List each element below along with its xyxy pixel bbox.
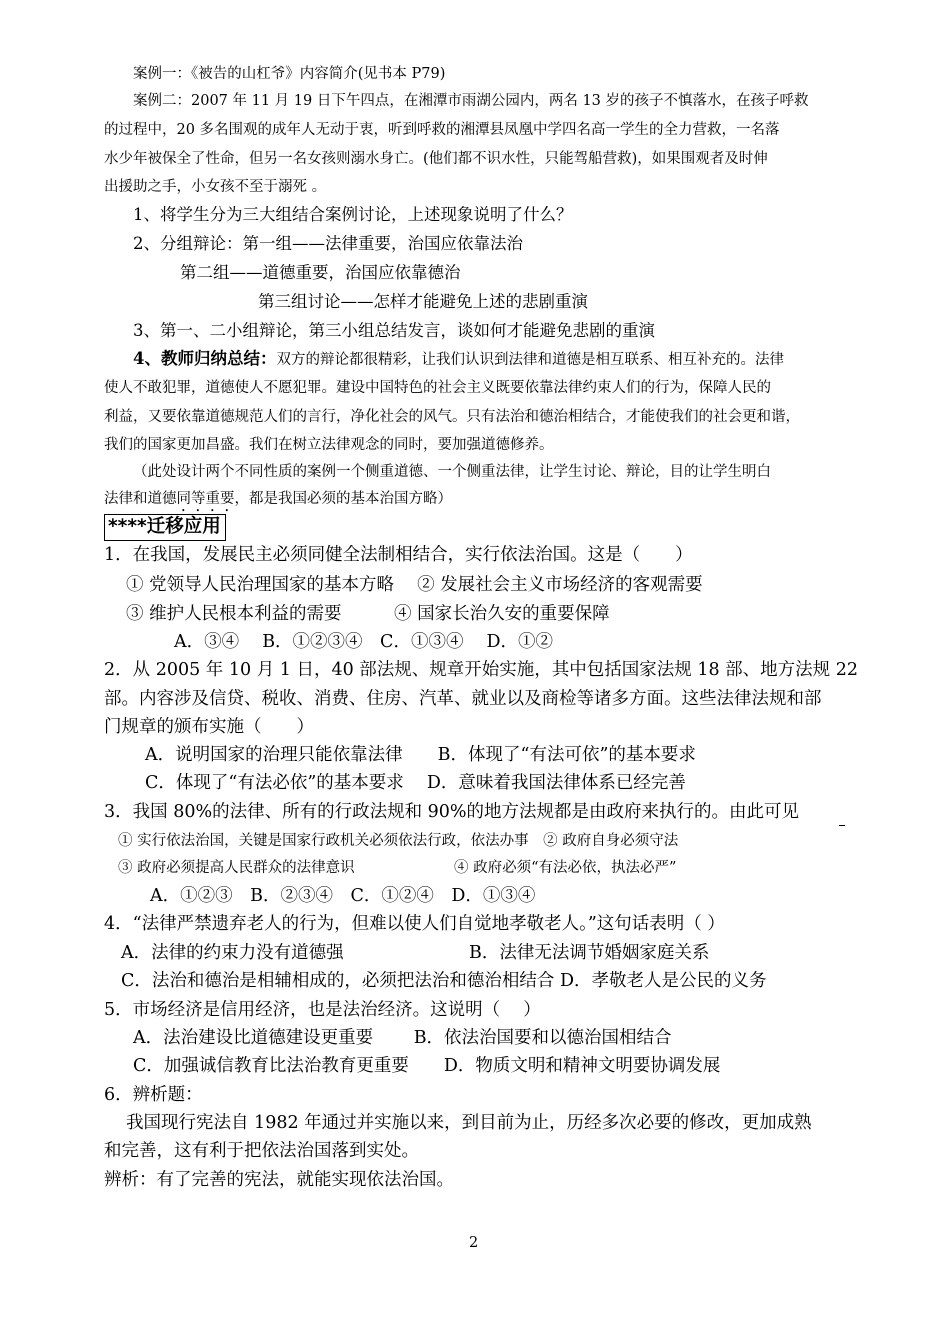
question-3-option: ① 实行依法治国，关键是国家行政机关必须依法行政，依法办事 ② 政府自身必须守法: [118, 833, 679, 849]
design-note-text: ，都是我国必须的基本治国方略）: [234, 491, 452, 507]
case-two-line: 的过程中，20 多名围观的成年人无动于衷，听到呼救的湘潭县凤凰中学四名高一学生的全力营救，一名落: [104, 122, 780, 138]
case-two-line: 出援助之手，小女孩不至于溺死 。: [104, 179, 327, 195]
blank-underline: [839, 825, 845, 826]
step-two-group-three: 第三组讨论——怎样才能避免上述的悲剧重演: [258, 292, 588, 311]
design-note-emphasis: 同等重要: [176, 491, 235, 507]
question-5-option: C．加强诚信教育比法治教育更重要 D．物质文明和精神文明要协调发展: [133, 1056, 721, 1076]
case-two-line: 案例二：2007 年 11 月 19 日下午四点，在湘潭市雨湖公园内，两名 13 岁的孩子不慎落水，在孩子呼救: [133, 93, 809, 109]
question-6-stem: 6．辨析题：: [104, 1085, 203, 1105]
step-two: 2、分组辩论：第一组——法律重要，治国应依靠法治: [133, 234, 523, 253]
teacher-summary-line: [133, 351, 784, 368]
step-one: 1、将学生分为三大组结合案例讨论，上述现象说明了什么？: [133, 205, 573, 224]
case-two-line: 水少年被保全了性命，但另一名女孩则溺水身亡。(他们都不识水性，只能驾船营救)，如果围观者及时伸: [104, 151, 768, 167]
question-4-option: C．法治和德治是相辅相成的，必须把法治和德治相结合 D．孝敬老人是公民的义务: [121, 971, 767, 991]
question-1-option: ③ 维护人民根本利益的需要 ④ 国家长治久安的重要保障: [126, 604, 610, 624]
question-5-option: A．法治建设比道德建设更重要 B．依法治国要和以德治国相结合: [133, 1028, 672, 1048]
question-2-stem: 2．从 2005 年 10 月 1 日，40 部法规、规章开始实施，其中包括国家法规 18 部、地方法规 22: [104, 660, 859, 680]
question-2-stem: 门规章的颁布实施（ ）: [104, 717, 314, 737]
question-6-text: 和完善，这有利于把依法治国落到实处。: [104, 1141, 419, 1161]
question-4-option: A．法律的约束力没有道德强: [121, 943, 344, 963]
teacher-summary-label: 4、教师归纳总结：: [133, 349, 277, 368]
question-3-stem: 3．我国 80%的法律、所有的行政法规和 90%的地方法规都是由政府来执行的。由此可见: [104, 802, 800, 822]
question-3-option: ④ 政府必须“有法必依，执法必严”: [454, 860, 677, 876]
section-title: ****迁移应用: [104, 514, 226, 541]
question-1-option: ① 党领导人民治理国家的基本方略 ② 发展社会主义市场经济的客观需要: [126, 575, 703, 595]
design-note-line: [104, 491, 452, 515]
question-1-choices: A．③④ B．①②③④ C．①③④ D．①②: [174, 632, 554, 652]
step-two-group-two: 第二组——道德重要，治国应依靠德治: [180, 263, 461, 282]
question-3-option: ③ 政府必须提高人民群众的法律意识: [118, 860, 355, 876]
question-1-stem: 1．在我国，发展民主必须同健全法制相结合，实行依法治国。这是（ ）: [104, 545, 693, 565]
teacher-summary-text: 双方的辩论都很精彩，让我们认识到法律和道德是相互联系、相互补充的。法律: [276, 352, 784, 368]
design-note: （此处设计两个不同性质的案例一个侧重道德、一个侧重法律，让学生讨论、辩论，目的让学生明白: [133, 464, 771, 480]
question-2-option: A．说明国家的治理只能依靠法律 B．体现了“有法可依”的基本要求: [145, 745, 696, 765]
question-4-stem: 4．“法律严禁遗弃老人的行为，但难以使人们自觉地孝敬老人。”这句话表明（ ）: [104, 914, 725, 934]
case-one: 案例一：《被告的山杠爷》内容简介(见书本 P79): [133, 66, 446, 82]
teacher-summary-text: 使人不敢犯罪，道德使人不愿犯罪。建设中国特色的社会主义既要依靠法律约束人们的行为，保障人民的: [104, 380, 771, 396]
design-note-text: 法律和道德: [104, 491, 177, 507]
step-three: 3、第一、二小组辩论，第三小组总结发言，谈如何才能避免悲剧的重演: [133, 321, 655, 340]
page-number: 2: [469, 1235, 479, 1251]
teacher-summary-text: 我们的国家更加昌盛。我们在树立法律观念的同时，要加强道德修养。: [104, 437, 554, 453]
teacher-summary-text: 利益，又要依靠道德规范人们的言行，净化社会的风气。只有法治和德治相结合，才能使我们的社会更和谐，: [104, 409, 800, 425]
question-5-stem: 5．市场经济是信用经济，也是法治经济。这说明（ ）: [104, 1000, 541, 1020]
question-6-text: 我国现行宪法自 1982 年通过并实施以来，到目前为止，历经多次必要的修改，更加成熟: [126, 1113, 812, 1133]
question-4-option: B．法律无法调节婚姻家庭关系: [469, 943, 710, 963]
question-2-stem: 部。内容涉及信贷、税收、消费、住房、汽革、就业以及商检等诸多方面。这些法律法规和部: [104, 689, 822, 709]
question-2-option: C．体现了“有法必依”的基本要求 D．意味着我国法律体系已经完善: [145, 773, 686, 793]
question-3-choices: A．①②③ B．②③④ C．①②④ D．①③④: [150, 886, 536, 906]
question-6-claim: 辨析：有了完善的宪法，就能实现依法治国。: [104, 1170, 454, 1190]
